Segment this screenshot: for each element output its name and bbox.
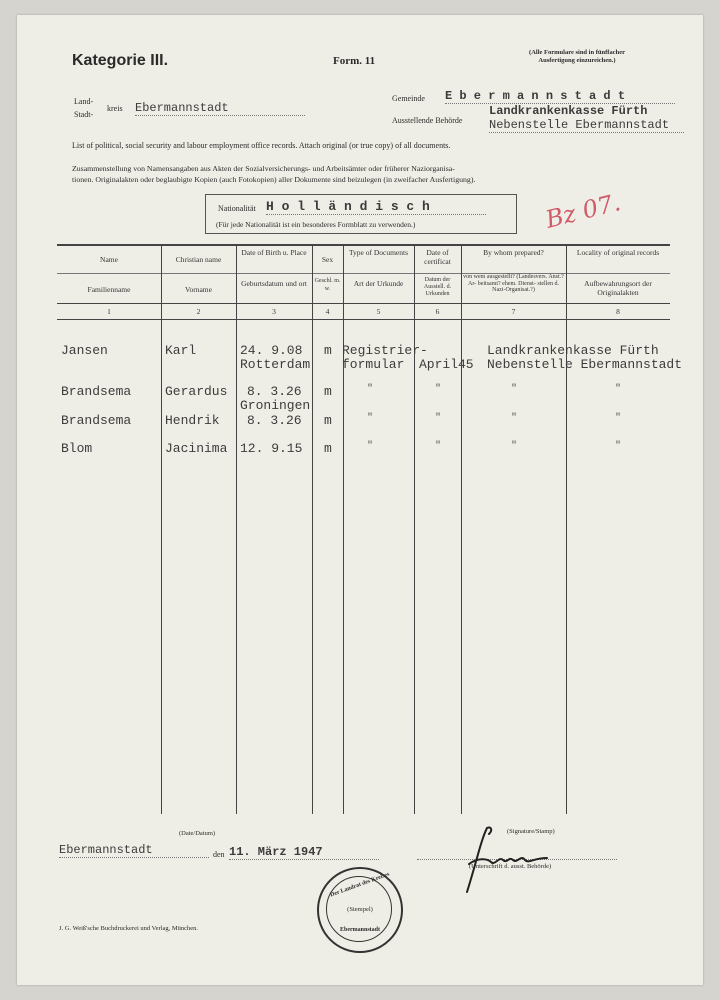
- col-header-sex: Sex: [321, 255, 334, 264]
- col-number-8: 8: [616, 307, 620, 316]
- copies-note: [487, 49, 667, 65]
- row-vorname: Hendrik: [165, 413, 220, 428]
- row-birthdate: 8. 3.26: [247, 384, 302, 399]
- col-number-3: 3: [272, 307, 276, 316]
- col-divider-6: [461, 244, 462, 814]
- col-divider-1: [161, 244, 162, 814]
- col-number-6: 6: [435, 307, 440, 316]
- col-header-locality: Locality of original records: [576, 248, 660, 257]
- col-header-type: Type of Documents: [348, 248, 409, 257]
- gemeinde-value: E b e r m a n n s t a d t: [445, 89, 675, 104]
- signature-sublabel: (Unterschrift d. ausst. Behörde): [469, 863, 552, 870]
- row-cert-date: April45: [419, 357, 474, 372]
- official-stamp: [317, 867, 403, 953]
- ditto-mark: ": [511, 441, 518, 452]
- copies-note-line2: Ausfertigung einzureichen.): [538, 57, 616, 64]
- row-name: Blom: [61, 441, 93, 456]
- stamp-text-top: Der Landrat des Kreises: [329, 871, 391, 899]
- nationality-box: [205, 194, 517, 234]
- col-header-christian: Christian name: [175, 255, 222, 264]
- stadt-label: Stadt-: [74, 110, 94, 119]
- row-birthplace: Groningen: [240, 398, 311, 413]
- row-name: Brandsema: [61, 384, 132, 399]
- gemeinde-label: Gemeinde: [392, 94, 425, 103]
- printer-imprint: J. G. Weiß'sche Buchdruckerei und Verlag, München.: [59, 925, 199, 932]
- handwritten-annotation: Bz 07.: [542, 188, 624, 234]
- ditto-mark: ": [511, 413, 518, 424]
- intro-german-1: Zusammenstellung von Namensangaben aus Akten der Sozialversicherungs- und Arbeitsämter oder früherer Naziorganisa-: [72, 164, 455, 173]
- table-top-line: [57, 244, 670, 246]
- row-name: Jansen: [61, 343, 108, 358]
- table-header-bottom: [57, 319, 670, 320]
- ditto-mark: ": [435, 413, 442, 424]
- signature-label: (Signature/Stamp): [507, 828, 555, 835]
- col-header-sex-de: Geschl. m. w.: [314, 278, 341, 292]
- col-number-5: 5: [376, 307, 381, 316]
- col-divider-4: [343, 244, 344, 814]
- col-header-by-whom-de: von wem ausgestellt? (Landesvers. Anst.? Ar- beitsamt? ehem. Dienst- stellen d. Nazi-Organisat.?): [463, 274, 564, 293]
- col-number-2: 2: [196, 307, 201, 316]
- table-mid-line: [57, 273, 670, 274]
- stamp-label: (Stempel): [347, 906, 373, 913]
- den-label: den: [213, 850, 225, 859]
- land-label: Land-: [74, 97, 94, 106]
- ditto-mark: ": [367, 441, 374, 452]
- date-label: (Date/Datum): [179, 830, 216, 837]
- kreis-label: kreis: [107, 104, 123, 113]
- col-header-name: Name: [100, 255, 118, 264]
- behoerde-value-1: Landkrankenkasse Fürth: [489, 104, 648, 118]
- row-doc-type-1: Registrier-: [342, 343, 428, 358]
- behoerde-label: Ausstellende Behörde: [392, 116, 463, 125]
- intro-german-2: tionen. Originalakten oder beglaubigte Kopien (auch Fotokopien) aller Dokumente sind beizulegen (in zweifacher Ausfertigung).: [72, 175, 476, 184]
- ditto-mark: ": [615, 384, 622, 395]
- ditto-mark: ": [367, 413, 374, 424]
- col-header-type-de: Art der Urkunde: [353, 279, 404, 288]
- kreis-value: Ebermannstadt: [135, 101, 305, 116]
- stamp-text-bottom: Ebermannstadt: [339, 927, 380, 933]
- col-header-date: Date of certificat: [424, 248, 451, 266]
- col-header-by-whom: By whom prepared?: [483, 248, 544, 257]
- col-header-christian-de: Vorname: [185, 285, 212, 294]
- nationality-label: Nationalität: [218, 204, 256, 213]
- row-birthdate: 12. 9.15: [240, 441, 303, 456]
- row-sex: m: [324, 413, 332, 428]
- col-number-4: 4: [325, 307, 330, 316]
- row-sex: m: [324, 384, 332, 399]
- ditto-mark: ": [511, 384, 518, 395]
- row-sex: m: [324, 441, 332, 456]
- intro-english: List of political, social security and labour employment office records. Attach original (or true copy) of all documents.: [72, 141, 451, 150]
- col-divider-5: [414, 244, 415, 814]
- row-birthdate: 8. 3.26: [247, 413, 302, 428]
- row-prepared-by-2: Nebenstelle Ebermannstadt: [487, 357, 683, 372]
- ditto-mark: ": [615, 441, 622, 452]
- table-sub-line: [57, 303, 670, 304]
- behoerde-value-2: Nebenstelle Ebermannstadt: [489, 118, 684, 133]
- col-divider-3: [312, 244, 313, 814]
- form-number: Form. 11: [333, 55, 376, 67]
- date-value: 11. März 1947: [229, 845, 379, 860]
- row-vorname: Jacinima: [165, 441, 228, 456]
- ditto-mark: ": [435, 384, 442, 395]
- ditto-mark: ": [367, 384, 374, 395]
- ditto-mark: ": [615, 413, 622, 424]
- document-sheet: [17, 15, 703, 985]
- kategorie-title: Kategorie III.: [72, 52, 169, 69]
- row-birthplace: Rotterdam: [240, 357, 311, 372]
- col-divider-7: [566, 244, 567, 814]
- col-number-7: 7: [511, 307, 516, 316]
- col-header-date-de: Datum der Ausstell. d. Urkunden: [423, 277, 452, 297]
- row-doc-type-2: formular: [342, 357, 405, 372]
- col-divider-2: [236, 244, 237, 814]
- col-number-1: 1: [107, 307, 111, 316]
- handwritten-signature: [447, 820, 567, 900]
- copies-note-line1: (Alle Formulare sind in fünffacher: [529, 49, 625, 56]
- row-name: Brandsema: [61, 413, 132, 428]
- nationality-value: H o l l ä n d i s c h: [266, 199, 486, 215]
- nationality-note: (Für jede Nationalität ist ein besonderes Formblatt zu verwenden.): [216, 220, 416, 229]
- col-header-birth-de: Geburtsdatum und ort: [241, 279, 307, 288]
- col-header-birth: Date of Birth u. Place: [241, 248, 307, 257]
- place-value: Ebermannstadt: [59, 843, 209, 858]
- col-header-name-de: Familienname: [87, 285, 131, 294]
- row-prepared-by-1: Landkrankenkasse Fürth: [487, 343, 659, 358]
- ditto-mark: ": [435, 441, 442, 452]
- row-vorname: Gerardus: [165, 384, 228, 399]
- row-sex: m: [324, 343, 332, 358]
- col-header-locality-de: Aufbewahrungsort der Originalakten: [584, 279, 652, 297]
- row-vorname: Karl: [165, 343, 197, 358]
- row-birthdate: 24. 9.08: [240, 343, 303, 358]
